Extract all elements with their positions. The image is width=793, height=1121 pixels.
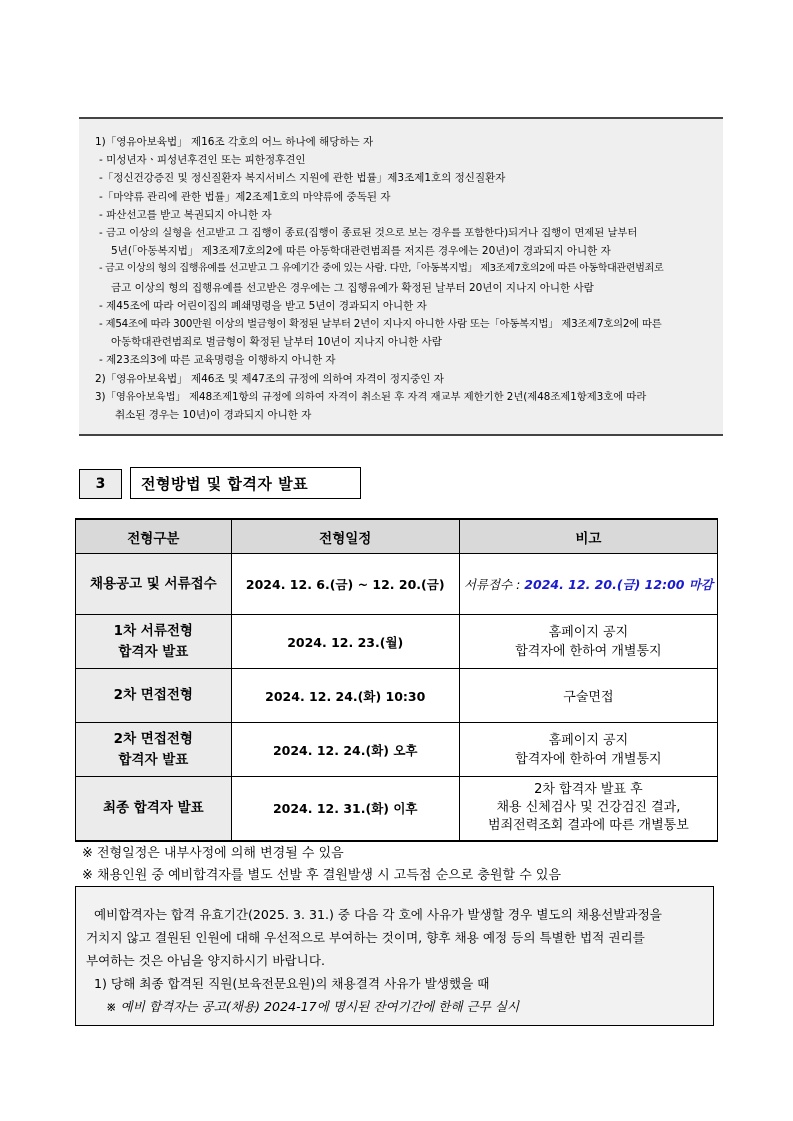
table-row (76, 615, 718, 669)
note-line: ※ 전형일정은 내부사정에 의해 변경될 수 있음 (82, 846, 344, 861)
table-header-row (76, 519, 718, 554)
row-note (459, 554, 717, 615)
reserve-item: 1) 당해 최종 합격된 직원(보육전문요원)의 채용결격 사유가 발생했을 때 (94, 976, 490, 991)
row-date: 2024. 12. 31.(화) 이후 (231, 777, 459, 841)
row-category: 2차 면접전형 합격자 발표 (76, 723, 232, 777)
row-date: 2024. 12. 24.(화) 오후 (231, 723, 459, 777)
disq-line: - 제23조의3에 따른 교육명령을 이행하지 아니한 자 (99, 354, 336, 367)
disq-line: 5년(「아동복지법」 제3조제7호의2에 따른 아동학대관련범죄를 저지른 경우에는 20년)이 경과되지 아니한 자 (111, 245, 611, 258)
row-category: 채용공고 및 서류접수 (76, 554, 232, 615)
table-row (76, 723, 718, 777)
row-note: 구술면접 (459, 669, 717, 723)
note-line: ※ 채용인원 중 예비합격자를 별도 선발 후 결원발생 시 고득점 순으로 충원할 수 있음 (82, 868, 562, 883)
row-note: 2차 합격자 발표 후 채용 신체검사 및 건강검진 결과, 범죄전력조회 결과에 따른 개별통보 (459, 777, 717, 841)
reserve-item-note: ※ 예비 합격자는 공고(채용) 2024-17에 명시된 잔여기간에 한해 근무 실시 (106, 999, 520, 1014)
disq-line: 아동학대관련범죄로 벌금형이 확정된 날부터 10년이 지나지 아니한 사람 (111, 336, 442, 349)
row-category: 2차 면접전형 (76, 669, 232, 723)
row-date: 2024. 12. 24.(화) 10:30 (231, 669, 459, 723)
disq-line: 취소된 경우는 10년)이 경과되지 아니한 자 (115, 409, 312, 422)
header-note: 비고 (459, 519, 717, 554)
table-row (76, 669, 718, 723)
reserve-info-box (75, 886, 714, 1026)
disq-line: -「마약류 관리에 관한 법률」제2조제1호의 마약류에 중독된 자 (99, 190, 391, 203)
disq-line: -「정신건강증진 및 정신질환자 복지서비스 지원에 관한 법률」제3조제1호의 정신질환자 (99, 172, 506, 185)
disq-line: - 금고 이상의 실형을 선고받고 그 집행이 종료(집행이 종료된 것으로 보는 경우를 포함한다)되거나 집행이 면제된 날부터 (99, 227, 638, 240)
disq-line: - 제54조에 따라 300만원 이상의 벌금형이 확정된 날부터 2년이 지나지 아니한 사람 또는「아동복지법」 제3조제7호의2에 따른 (99, 318, 662, 331)
schedule-table (75, 518, 718, 842)
disq-line: - 제45조에 따라 어린이집의 폐쇄명령을 받고 5년이 경과되지 아니한 자 (99, 299, 427, 312)
disq-line: 3)「영유아보육법」 제48조제1항의 규정에 의하여 자격이 취소된 후 자격 재교부 제한기한 2년(제48조제1항제3호에 따라 (95, 390, 647, 403)
header-category: 전형구분 (76, 519, 232, 554)
disq-line: 2)「영유아보육법」 제46조 및 제47조의 규정에 의하여 자격이 정지중인 자 (95, 372, 444, 385)
deadline-text: 2024. 12. 20.(금) 12:00 마감 (524, 577, 713, 592)
schedule-notes (82, 843, 561, 887)
reserve-line: 예비합격자는 합격 유효기간(2025. 3. 31.) 중 다음 각 호에 사유가 발생할 경우 별도의 채용선발과정을 (94, 907, 662, 922)
disq-line: - 파산선고를 받고 복권되지 아니한 자 (99, 208, 272, 221)
row-date: 2024. 12. 6.(금) ~ 12. 20.(금) (231, 554, 459, 615)
disq-line: 금고 이상의 형의 집행유예를 선고받은 경우에는 그 집행유예가 확정된 날부터 20년이 지나지 아니한 사람 (111, 281, 594, 294)
note-prefix: 서류접수 : (463, 577, 525, 592)
row-category: 최종 합격자 발표 (76, 777, 232, 841)
disq-line: - 금고 이상의 형의 집행유예를 선고받고 그 유예기간 중에 있는 사람. 다만,「아동복지법」 제3조제7호의2에 따른 아동학대관련범죄로 (99, 263, 664, 275)
row-note: 홈페이지 공지 합격자에 한하여 개별통지 (459, 615, 717, 669)
row-note: 홈페이지 공지 합격자에 한하여 개별통지 (459, 723, 717, 777)
section-number: 3 (79, 469, 122, 499)
reserve-line: 거치지 않고 결원된 인원에 대해 우선적으로 부여하는 것이며, 향후 채용 예정 등의 특별한 법적 권리를 (86, 930, 645, 945)
table-row (76, 554, 718, 615)
disq-line: - 미성년자ㆍ피성년후견인 또는 피한정후견인 (99, 154, 306, 167)
row-date: 2024. 12. 23.(월) (231, 615, 459, 669)
disqualification-box (79, 117, 723, 436)
row-category: 1차 서류전형 합격자 발표 (76, 615, 232, 669)
disq-line: 1)「영유아보육법」 제16조 각호의 어느 하나에 해당하는 자 (95, 136, 374, 148)
table-row (76, 777, 718, 841)
reserve-line: 부여하는 것은 아님을 양지하시기 바랍니다. (86, 953, 325, 968)
section-title: 전형방법 및 합격자 발표 (130, 467, 361, 499)
header-schedule: 전형일정 (231, 519, 459, 554)
